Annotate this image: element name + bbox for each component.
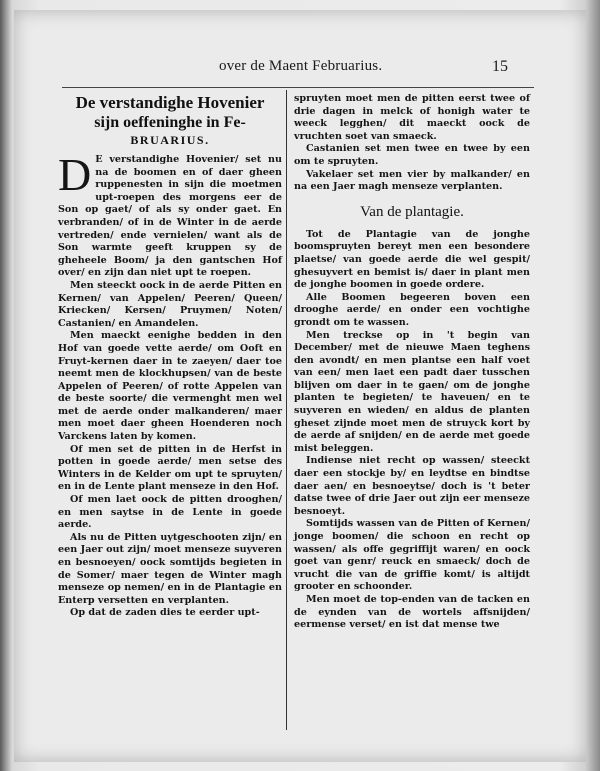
paragraph: Indiense niet recht op wassen/ steeckt daer een stockje by/ en leydtse en bindtse daer aen/ en besnoeytse/ doch is 't beter datse twee of drie Jaer out zijn eer menseze besnoeyt.	[294, 455, 530, 517]
paragraph: spruyten moet men de pitten eerst twee of drie dagen in melck of honigh water te weeck legghen/ dit maeckt oock de vruchten soet van smaeck.	[294, 93, 530, 142]
paragraph-text: E verstandighe Hovenier/ set nu na de boomen en of daer gheen ruppenesten in sijn die moetmen upt-roepen des morgens eer de Son op gaet/ of als sy onder gaet. En verbranden/ of in de Winter in de aerde vertreden/ ende vernielen/ want als de Son warmte geeft kruppen sy de gheheele Boom/ ja den gantschen Hof over/ en zijn dan niet upt te roepen.	[58, 154, 282, 279]
section-title: Van de plantagie.	[360, 203, 464, 220]
column-divider	[286, 90, 287, 730]
chapter-heading	[58, 93, 282, 148]
paragraph: Castanien set men twee en twee by een om te spruyten.	[294, 143, 530, 167]
paragraph: Alle Boomen begeeren boven een drooghe aerde/ en onder een vochtighe grondt om te wassen.	[294, 291, 530, 328]
heading-line-1: De verstandighe Hovenier	[75, 93, 265, 112]
page-number: 15	[492, 58, 508, 75]
paragraph: Op dat de zaden dies te eerder upt-	[70, 607, 260, 619]
paragraph: Men moet de top-enden van de tacken en de eynden van de wortels affsnijden/ eermense verset/ en ist dat mense twe	[294, 593, 530, 631]
left-column	[58, 93, 282, 620]
paragraph: Men treckse op in 't begin van December/ met de nieuwe Maen teghens den avondt/ en men plantse een half voet van een/ men laet een padt daer tusschen blijven om daer in te gaen/ om de jonghe planten te begieten/ te haveuen/ en te suyveren en wieden/ en aldus de planten gheset zijnde moet men de struyck kort by de aerde af snijden/ en de aerde met goede mist beleggen.	[294, 329, 530, 454]
heading-line-2: sijn oeffeninghe in Fe-	[94, 114, 246, 131]
running-title: over de Maent Februarius.	[219, 58, 383, 74]
paragraph: Somtijds wassen van de Pitten of Kernen/ jonge boomen/ die schoon en recht op wassen/ als offe gegriffijt waren/ en oock goet van genr/ reuck en smaeck/ doch de vrucht die van de griffie komt/ is altijdt grooter en schoonder.	[294, 518, 530, 593]
paragraph: Als nu de Pitten uytgeschooten zijn/ en een Jaer out zijn/ moet menseze suyveren en besnoeyen/ oock somtijds begieten in de Somer/ maer tegen de Winter magh menseze op nemen/ en in de Plantagie en Enterp versetten en verplanten.	[58, 531, 282, 606]
paragraph: Men steeckt oock in de aerde Pitten en Kernen/ van Appelen/ Peeren/ Queen/ Kriecken/ Kersen/ Pruymen/ Noten/ Castanien/ en Amandelen.	[58, 279, 282, 329]
drop-cap: D	[58, 149, 92, 200]
book-page	[14, 10, 586, 762]
page-header	[14, 58, 586, 82]
paragraph: Tot de Plantagie van de jonghe boomspruyten bereyt men een besondere plaetse/ van goede aerde die wel gespit/ ghesuyvert en bemist is/ daer in plant men de jonghe boomen in goede ordere.	[294, 228, 530, 291]
paragraph: Vakelaer set men vier by malkander/ en na een Jaer magh menseze verplanten.	[294, 168, 530, 193]
paragraph: Men maeckt eenighe bedden in den Hof van goede vette aerde/ om Ooft en Fruyt-kernen daer in te zaeyen/ daer toe neemt men de klockhupsen/ van de beste Appelen of Peeren/ of rotte Appelen van de beste soorte/ die vermenght men wel met de aerde onder malkanderen/ maer men moet daer gheen Hoenderen noch Varckens laten by komen.	[58, 330, 282, 443]
heading-line-3: BRUARIUS.	[130, 133, 210, 147]
right-column	[294, 93, 530, 632]
paragraph: Of men set de pitten in de Herfst in potten in goede aerde/ men setse des Winters in de Kelder om upt te spruyten/ en in de Lente plant menseze in den Hof.	[58, 443, 282, 493]
paragraph: Of men laet oock de pitten drooghen/ en men saytse in de Lente in goede aerde.	[58, 494, 282, 531]
header-rule	[62, 87, 534, 88]
paragraph	[58, 149, 282, 280]
